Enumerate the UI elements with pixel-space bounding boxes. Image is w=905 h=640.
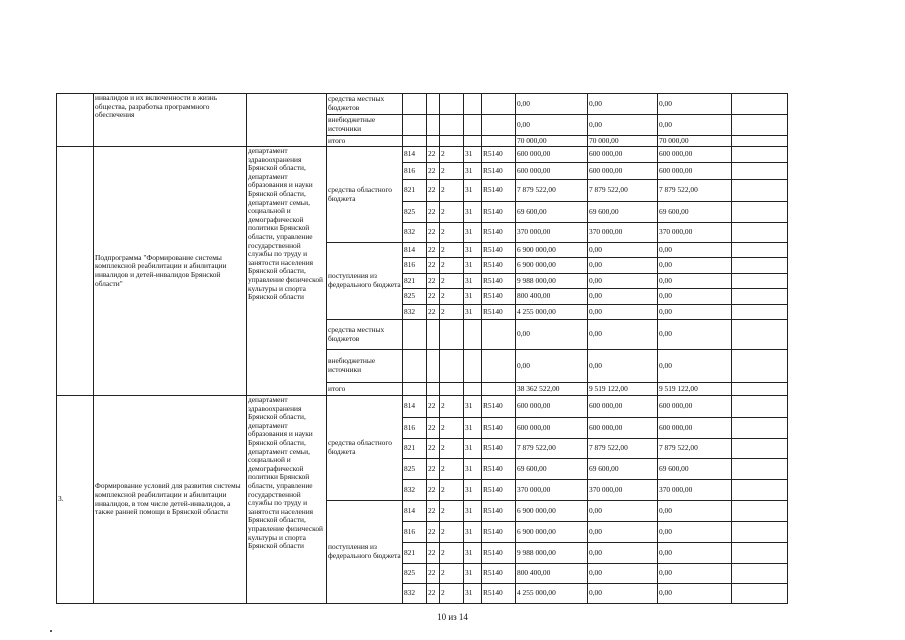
amount-cell-v2: 0,00 (588, 543, 658, 564)
code-cell-rz: 22 (427, 147, 440, 163)
amount-cell-v2: 600 000,00 (588, 147, 658, 163)
amount-cell-v3: 0,00 (658, 350, 732, 383)
regional-budget-cell: средства областного бюджета (327, 147, 403, 243)
empty-code-cell (427, 350, 440, 383)
amount-cell-v3: 69 600,00 (658, 202, 732, 223)
code-cell-rz: 22 (427, 202, 440, 223)
code-cell-pr: 2 (440, 147, 464, 163)
empty-code-cell (464, 136, 482, 147)
amount-cell-v3: 0,00 (658, 274, 732, 289)
empty-cell (732, 163, 788, 180)
code-cell-rz: 22 (427, 180, 440, 202)
code-cell-rz: 22 (427, 439, 440, 459)
amount-cell-v2: 600 000,00 (588, 396, 658, 418)
code-cell-cs: 31 (464, 289, 482, 305)
amount-cell-v2: 7 879 522,00 (588, 439, 658, 459)
code-cell-cs: 31 (464, 584, 482, 604)
amount-cell-v2: 0,00 (588, 522, 658, 543)
empty-code-cell (482, 115, 516, 136)
amount-cell-v2: 600 000,00 (588, 163, 658, 180)
amount-cell-v3: 600 000,00 (658, 147, 732, 163)
code-cell-code: R5140 (482, 501, 516, 522)
amount-cell-v1: 0,00 (516, 350, 588, 383)
amount-cell-v2: 0,00 (588, 305, 658, 320)
amount-cell-v1: 600 000,00 (516, 163, 588, 180)
code-cell-rz: 22 (427, 564, 440, 584)
code-cell-grbs: 814 (403, 396, 427, 418)
amount-cell-v2: 0,00 (588, 115, 658, 136)
empty-cell (732, 223, 788, 243)
empty-code-cell (427, 320, 440, 350)
source-cell: итого (327, 383, 403, 396)
code-cell-pr: 2 (440, 180, 464, 202)
code-cell-pr: 2 (440, 564, 464, 584)
page-footer: 10 из 14 (437, 612, 468, 622)
code-cell-cs: 31 (464, 274, 482, 289)
amount-cell-v1: 370 000,00 (516, 223, 588, 243)
code-cell-grbs: 816 (403, 418, 427, 439)
empty-cell (732, 480, 788, 501)
code-cell-rz: 22 (427, 584, 440, 604)
empty-cell (732, 584, 788, 604)
amount-cell-v3: 0,00 (658, 584, 732, 604)
code-cell-pr: 2 (440, 243, 464, 258)
empty-code-cell (427, 115, 440, 136)
amount-cell-v3: 0,00 (658, 543, 732, 564)
amount-cell-v2: 0,00 (588, 243, 658, 258)
code-cell-rz: 22 (427, 543, 440, 564)
amount-cell-v2: 9 519 122,00 (588, 383, 658, 396)
code-cell-pr: 2 (440, 501, 464, 522)
code-cell-grbs: 825 (403, 289, 427, 305)
code-cell-code: R5140 (482, 163, 516, 180)
empty-code-cell (464, 350, 482, 383)
code-cell-grbs: 832 (403, 223, 427, 243)
code-cell-code: R5140 (482, 543, 516, 564)
empty-cell (732, 350, 788, 383)
code-cell-rz: 22 (427, 480, 440, 501)
code-cell-grbs: 821 (403, 439, 427, 459)
code-cell-code: R5140 (482, 223, 516, 243)
budget-table (56, 93, 788, 604)
amount-cell-v1: 600 000,00 (516, 147, 588, 163)
amount-cell-v1: 0,00 (516, 320, 588, 350)
code-cell-cs: 31 (464, 564, 482, 584)
code-cell-rz: 22 (427, 305, 440, 320)
amount-cell-v3: 7 879 522,00 (658, 439, 732, 459)
code-cell-cs: 31 (464, 459, 482, 480)
code-cell-grbs: 816 (403, 522, 427, 543)
amount-cell-v1: 7 879 522,00 (516, 439, 588, 459)
empty-cell (732, 305, 788, 320)
amount-cell-v2: 0,00 (588, 274, 658, 289)
empty-code-cell (440, 320, 464, 350)
code-cell-code: R5140 (482, 274, 516, 289)
amount-cell-v2: 0,00 (588, 350, 658, 383)
code-cell-pr: 2 (440, 305, 464, 320)
code-cell-pr: 2 (440, 418, 464, 439)
empty-code-cell (440, 115, 464, 136)
amount-cell-v3: 0,00 (658, 320, 732, 350)
amount-cell-v2: 0,00 (588, 564, 658, 584)
empty-cell (732, 320, 788, 350)
empty-cell (732, 258, 788, 274)
code-cell-grbs: 825 (403, 564, 427, 584)
amount-cell-v3: 9 519 122,00 (658, 383, 732, 396)
code-cell-code: R5140 (482, 202, 516, 223)
code-cell-cs: 31 (464, 522, 482, 543)
code-cell-code: R5140 (482, 522, 516, 543)
code-cell-code: R5140 (482, 243, 516, 258)
empty-code-cell (440, 94, 464, 115)
code-cell-code: R5140 (482, 418, 516, 439)
code-cell-pr: 2 (440, 202, 464, 223)
empty-code-cell (403, 94, 427, 115)
code-cell-pr: 2 (440, 396, 464, 418)
federal-budget-cell: поступления из федерального бюджета (327, 501, 403, 604)
code-cell-pr: 2 (440, 439, 464, 459)
amount-cell-v2: 370 000,00 (588, 480, 658, 501)
amount-cell-v1: 600 000,00 (516, 396, 588, 418)
empty-cell (732, 243, 788, 258)
code-cell-rz: 22 (427, 163, 440, 180)
code-cell-code: R5140 (482, 289, 516, 305)
amount-cell-v1: 800 400,00 (516, 289, 588, 305)
amount-cell-v1: 38 362 522,00 (516, 383, 588, 396)
source-cell: внебюджетные источники (327, 115, 403, 136)
amount-cell-v3: 370 000,00 (658, 480, 732, 501)
empty-code-cell (482, 383, 516, 396)
code-cell-cs: 31 (464, 480, 482, 501)
empty-code-cell (427, 136, 440, 147)
amount-cell-v1: 69 600,00 (516, 202, 588, 223)
empty-code-cell (403, 136, 427, 147)
empty-code-cell (403, 115, 427, 136)
code-cell-grbs: 816 (403, 163, 427, 180)
empty-cell (732, 383, 788, 396)
code-cell-rz: 22 (427, 243, 440, 258)
empty-code-cell (440, 350, 464, 383)
code-cell-code: R5140 (482, 396, 516, 418)
empty-cell (732, 115, 788, 136)
empty-code-cell (403, 383, 427, 396)
empty-cell (732, 396, 788, 418)
code-cell-pr: 2 (440, 584, 464, 604)
amount-cell-v1: 600 000,00 (516, 418, 588, 439)
code-cell-rz: 22 (427, 274, 440, 289)
code-cell-grbs: 825 (403, 202, 427, 223)
code-cell-pr: 2 (440, 522, 464, 543)
amount-cell-v3: 370 000,00 (658, 223, 732, 243)
amount-cell-v3: 600 000,00 (658, 418, 732, 439)
empty-cell (732, 459, 788, 480)
empty-code-cell (403, 350, 427, 383)
amount-cell-v3: 0,00 (658, 305, 732, 320)
code-cell-rz: 22 (427, 396, 440, 418)
amount-cell-v1: 800 400,00 (516, 564, 588, 584)
empty-code-cell (427, 94, 440, 115)
amount-cell-v1: 70 000,00 (516, 136, 588, 147)
empty-code-cell (427, 383, 440, 396)
amount-cell-v3: 7 879 522,00 (658, 180, 732, 202)
amount-cell-v1: 6 900 000,00 (516, 501, 588, 522)
code-cell-cs: 31 (464, 305, 482, 320)
amount-cell-v1: 9 988 000,00 (516, 274, 588, 289)
code-cell-pr: 2 (440, 258, 464, 274)
amount-cell-v1: 4 255 000,00 (516, 584, 588, 604)
code-cell-grbs: 832 (403, 480, 427, 501)
amount-cell-v3: 0,00 (658, 94, 732, 115)
code-cell-code: R5140 (482, 480, 516, 501)
amount-cell-v1: 4 255 000,00 (516, 305, 588, 320)
code-cell-cs: 31 (464, 439, 482, 459)
amount-cell-v3: 600 000,00 (658, 163, 732, 180)
amount-cell-v3: 69 600,00 (658, 459, 732, 480)
empty-cell (732, 501, 788, 522)
empty-code-cell (440, 383, 464, 396)
table-row (57, 396, 788, 418)
empty-cell (732, 180, 788, 202)
code-cell-pr: 2 (440, 543, 464, 564)
amount-cell-v2: 69 600,00 (588, 459, 658, 480)
code-cell-cs: 31 (464, 258, 482, 274)
code-cell-pr: 2 (440, 274, 464, 289)
empty-cell (732, 564, 788, 584)
executor-cell (247, 94, 327, 147)
code-cell-cs: 31 (464, 163, 482, 180)
empty-code-cell (464, 320, 482, 350)
amount-cell-v1: 9 988 000,00 (516, 543, 588, 564)
code-cell-grbs: 832 (403, 584, 427, 604)
row-number-cell: 3. (57, 396, 94, 604)
amount-cell-v3: 0,00 (658, 258, 732, 274)
amount-cell-v1: 69 600,00 (516, 459, 588, 480)
amount-cell-v2: 70 000,00 (588, 136, 658, 147)
empty-cell (732, 439, 788, 459)
amount-cell-v3: 0,00 (658, 501, 732, 522)
code-cell-rz: 22 (427, 501, 440, 522)
code-cell-rz: 22 (427, 289, 440, 305)
code-cell-rz: 22 (427, 418, 440, 439)
empty-code-cell (464, 115, 482, 136)
amount-cell-v2: 0,00 (588, 584, 658, 604)
amount-cell-v2: 370 000,00 (588, 223, 658, 243)
empty-code-cell (403, 320, 427, 350)
amount-cell-v1: 7 879 522,00 (516, 180, 588, 202)
description-cell: инвалидов и их включенности в жизнь общества, разработка программного обеспечения (94, 94, 247, 147)
amount-cell-v3: 0,00 (658, 564, 732, 584)
code-cell-cs: 31 (464, 180, 482, 202)
code-cell-rz: 22 (427, 223, 440, 243)
amount-cell-v3: 600 000,00 (658, 396, 732, 418)
code-cell-cs: 31 (464, 223, 482, 243)
code-cell-code: R5140 (482, 147, 516, 163)
code-cell-grbs: 825 (403, 459, 427, 480)
empty-code-cell (440, 136, 464, 147)
amount-cell-v2: 0,00 (588, 94, 658, 115)
code-cell-code: R5140 (482, 584, 516, 604)
code-cell-rz: 22 (427, 258, 440, 274)
federal-budget-cell: поступления из федерального бюджета (327, 243, 403, 320)
source-cell: внебюджетные источники (327, 350, 403, 383)
row-number-cell (57, 147, 94, 396)
code-cell-grbs: 821 (403, 180, 427, 202)
code-cell-cs: 31 (464, 501, 482, 522)
regional-budget-cell: средства областного бюджета (327, 396, 403, 501)
code-cell-cs: 31 (464, 202, 482, 223)
empty-cell (732, 136, 788, 147)
amount-cell-v2: 0,00 (588, 258, 658, 274)
code-cell-cs: 31 (464, 418, 482, 439)
code-cell-grbs: 814 (403, 501, 427, 522)
code-cell-code: R5140 (482, 258, 516, 274)
subprogram-name-cell: Подпрограмма "Формирование системы комплексной реабилитации и абилитации инвалидов и детей-инвалидов Брянской области" (94, 147, 247, 396)
amount-cell-v2: 7 879 522,00 (588, 180, 658, 202)
row-number-cell (57, 94, 94, 147)
item-name-cell: Формирование условий для развития системы комплексной реабилитации и абилитации инвалидов, в том числе детей-инвалидов, а также ранней помощи в Брянской области (94, 396, 247, 604)
amount-cell-v1: 0,00 (516, 94, 588, 115)
code-cell-grbs: 814 (403, 243, 427, 258)
empty-cell (732, 274, 788, 289)
code-cell-grbs: 821 (403, 274, 427, 289)
amount-cell-v2: 0,00 (588, 320, 658, 350)
code-cell-pr: 2 (440, 163, 464, 180)
code-cell-cs: 31 (464, 396, 482, 418)
table-row (57, 94, 788, 115)
amount-cell-v1: 0,00 (516, 115, 588, 136)
executors-cell: департамент здравоохранения Брянской области, департамент образования и науки Брянской области, департамент семьи, социальной и демографической политики Брянской области, управление государственной службы по труду и занятости населения Брянской области, управление физической культуры и спорта Брянской области (247, 147, 327, 396)
empty-code-cell (482, 320, 516, 350)
code-cell-pr: 2 (440, 289, 464, 305)
amount-cell-v3: 70 000,00 (658, 136, 732, 147)
amount-cell-v1: 370 000,00 (516, 480, 588, 501)
code-cell-grbs: 814 (403, 147, 427, 163)
empty-cell (732, 202, 788, 223)
code-cell-pr: 2 (440, 223, 464, 243)
amount-cell-v3: 0,00 (658, 115, 732, 136)
source-cell: средства местных бюджетов (327, 94, 403, 115)
empty-code-cell (482, 350, 516, 383)
amount-cell-v1: 6 900 000,00 (516, 258, 588, 274)
amount-cell-v1: 6 900 000,00 (516, 522, 588, 543)
code-cell-rz: 22 (427, 459, 440, 480)
scan-dot (50, 630, 52, 632)
code-cell-cs: 31 (464, 543, 482, 564)
code-cell-cs: 31 (464, 147, 482, 163)
empty-code-cell (464, 383, 482, 396)
code-cell-grbs: 832 (403, 305, 427, 320)
table-row (57, 147, 788, 163)
amount-cell-v2: 69 600,00 (588, 202, 658, 223)
amount-cell-v1: 6 900 000,00 (516, 243, 588, 258)
empty-code-cell (482, 136, 516, 147)
code-cell-pr: 2 (440, 480, 464, 501)
empty-cell (732, 543, 788, 564)
code-cell-code: R5140 (482, 564, 516, 584)
code-cell-cs: 31 (464, 243, 482, 258)
empty-cell (732, 522, 788, 543)
empty-code-cell (464, 94, 482, 115)
empty-cell (732, 94, 788, 115)
amount-cell-v3: 0,00 (658, 243, 732, 258)
empty-cell (732, 418, 788, 439)
amount-cell-v3: 0,00 (658, 522, 732, 543)
code-cell-code: R5140 (482, 459, 516, 480)
code-cell-code: R5140 (482, 305, 516, 320)
empty-cell (732, 147, 788, 163)
amount-cell-v2: 0,00 (588, 289, 658, 305)
amount-cell-v3: 0,00 (658, 289, 732, 305)
amount-cell-v2: 0,00 (588, 501, 658, 522)
code-cell-code: R5140 (482, 180, 516, 202)
amount-cell-v2: 600 000,00 (588, 418, 658, 439)
code-cell-grbs: 821 (403, 543, 427, 564)
empty-cell (732, 289, 788, 305)
source-cell: средства местных бюджетов (327, 320, 403, 350)
source-cell: итого (327, 136, 403, 147)
code-cell-grbs: 816 (403, 258, 427, 274)
code-cell-pr: 2 (440, 459, 464, 480)
code-cell-code: R5140 (482, 439, 516, 459)
code-cell-rz: 22 (427, 522, 440, 543)
empty-code-cell (482, 94, 516, 115)
executors-cell: департамент здравоохранения Брянской области, департамент образования и науки Брянской области, департамент семьи, социальной и демографической политики Брянской области, управление государственной службы по труду и занятости населения Брянской области, управление физической культуры и спорта Брянской области (247, 396, 327, 604)
